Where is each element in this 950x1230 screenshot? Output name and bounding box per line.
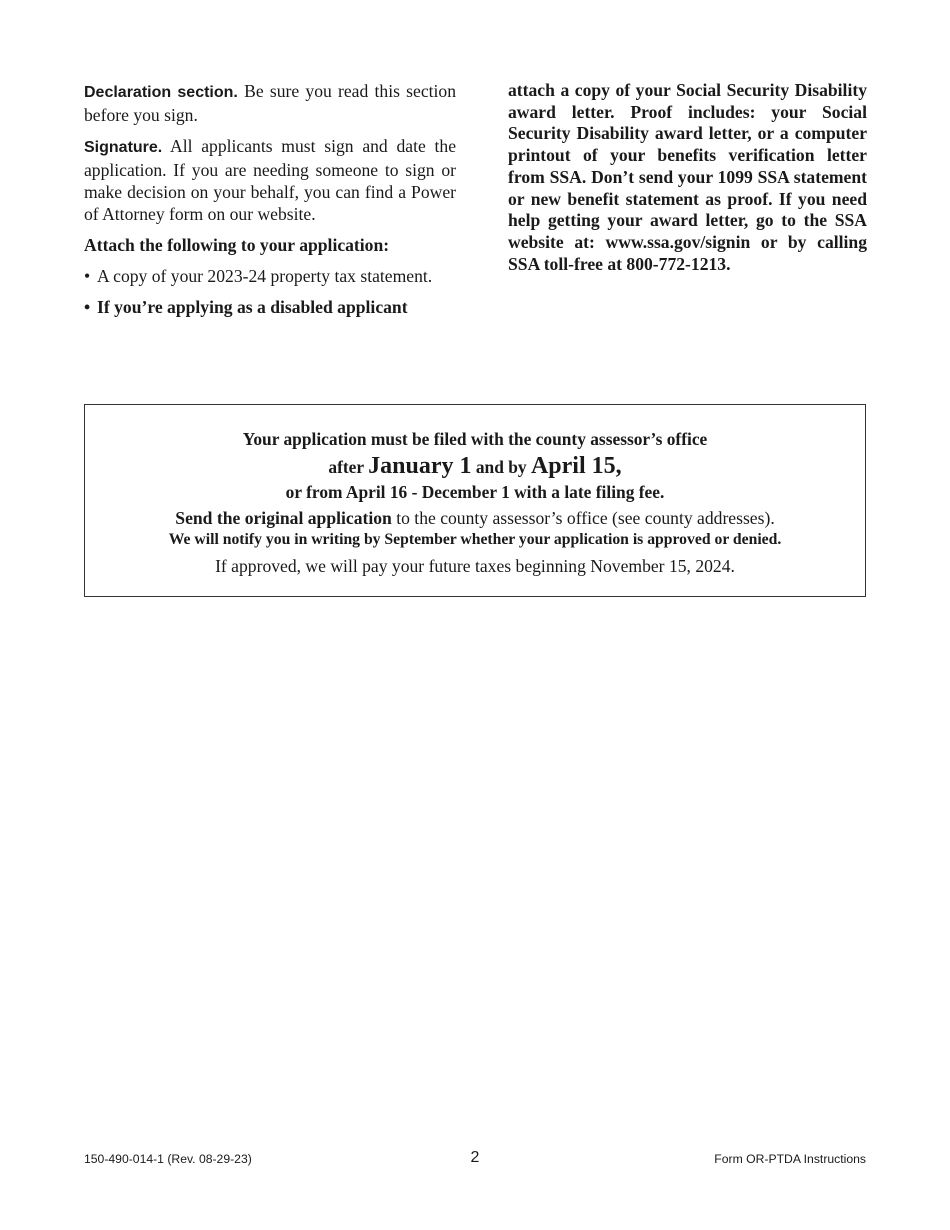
footer-form-title: Form OR-PTDA Instructions [714, 1152, 866, 1166]
bullet-disabled-applicant [84, 296, 456, 318]
notice-and-by: and by [471, 457, 531, 477]
bullet-marker: • [84, 297, 91, 317]
signature-paragraph [84, 135, 456, 225]
bullet-text: If you’re applying as a disabled applicant [97, 297, 408, 317]
bullet-text: A copy of your 2023-24 property tax statement. [97, 266, 433, 286]
bullet-tax-statement [84, 265, 456, 287]
notice-after: after [328, 457, 369, 477]
notice-date-deadline: April 15, [530, 453, 622, 479]
notice-line-dates [85, 452, 865, 481]
left-column [84, 80, 456, 327]
declaration-paragraph [84, 80, 456, 126]
declaration-text: Be sure you read this section before you sign. [84, 81, 456, 125]
notice-line-filed: Your application must be filed with the county assessor’s office [242, 429, 708, 449]
attach-heading: Attach the following to your application: [84, 235, 390, 255]
notice-line-notify: We will notify you in writing by September whether your application is approved or denied. [168, 531, 782, 548]
notice-line-send [85, 507, 865, 529]
right-column [508, 80, 867, 275]
footer-form-number: 150-490-014-1 (Rev. 08-29-23) [84, 1152, 252, 1166]
filing-notice-box [84, 404, 866, 597]
signature-label: Signature. [84, 139, 163, 156]
notice-date-start: January 1 [368, 453, 472, 479]
disability-proof-text: attach a copy of your Social Security Disability award letter. Proof includes: your Social Security Disability award letter, or a computer printout of your benefits verification letter from SSA. Don’t send your 1099 SSA statement or new benefit statement as proof. If you need help getting your award letter, go to the SSA website at: www.ssa.gov/signin or by calling SSA toll-free at 800-772-1213. [508, 80, 867, 274]
bullet-marker: • [84, 266, 91, 286]
notice-line-late-fee: or from April 16 - December 1 with a late filing fee. [285, 482, 665, 502]
footer-page-number: 2 [470, 1149, 480, 1166]
notice-line-approved: If approved, we will pay your future taxes beginning November 15, 2024. [215, 556, 735, 576]
notice-send-bold: Send the original application [175, 508, 392, 528]
signature-text: All applicants must sign and date the application. If you are needing someone to sign or make decision on your behalf, you can find a Power of Attorney form on our website. [84, 136, 456, 224]
notice-send-rest: to the county assessor’s office (see county addresses). [391, 508, 775, 528]
declaration-label: Declaration section. [84, 84, 238, 101]
